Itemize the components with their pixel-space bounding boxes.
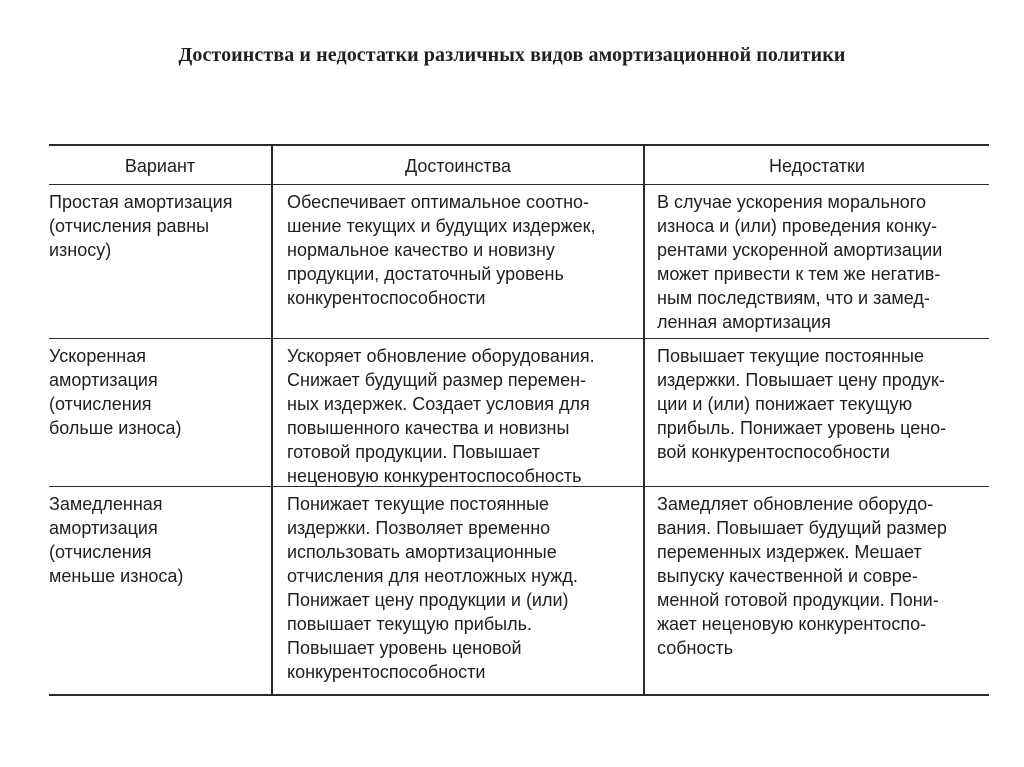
comparison-table	[49, 144, 989, 696]
row-2-advantages: Ускоряет обновление оборудования. Снижает будущий размер перемен- ных издержек. Создает условия для повышенного качества и новизны готовой продукции. Повышает неценовую конкурентоспособность	[287, 346, 595, 486]
header-divider	[49, 184, 989, 185]
header-advantages: Достоинства	[404, 156, 512, 176]
row-3-advantages: Понижает текущие постоянные издержки. Позволяет временно использовать амортизационные отчисления для неотложных нужд. Понижает цену продукции и (или) повышает текущую прибыль. Повышает уровень ценовой конкурентоспособности	[287, 494, 578, 682]
header-variant: Вариант	[124, 156, 196, 176]
row-3-variant: Замедленная амортизация (отчисления меньше износа)	[49, 494, 184, 586]
row-3-disadvantages: Замедляет обновление оборудо- вания. Повышает будущий размер переменных издержек. Мешает выпуску качественной и совре- менной готовой продукции. Пони- жает неценовую конкурентоспо- собность	[657, 494, 947, 658]
page-title: Достоинства и недостатки различных видов амортизационной политики	[178, 44, 846, 66]
header-disadvantages: Недостатки	[769, 156, 865, 176]
row-1-advantages: Обеспечивает оптимальное соотно- шение текущих и будущих издержек, нормальное качество и новизну продукции, достаточный уровень конкурентоспособности	[287, 192, 596, 308]
row-2-variant: Ускоренная амортизация (отчисления больше износа)	[49, 346, 182, 438]
column-divider	[271, 146, 273, 694]
row-2-disadvantages: Повышает текущие постоянные издержки. Повышает цену продук- ции и (или) понижает текущую прибыль. Понижает уровень цено- вой конкурентоспособности	[657, 346, 947, 462]
row-divider	[49, 338, 989, 339]
column-divider	[643, 146, 645, 694]
row-1-variant: Простая амортизация (отчисления равны износу)	[49, 192, 233, 260]
row-1-disadvantages: В случае ускорения морального износа и (или) проведения конку- рентами ускоренной амортизации может привести к тем же негатив- ным последствиям, что и замед- ленная амортизация	[657, 192, 943, 332]
